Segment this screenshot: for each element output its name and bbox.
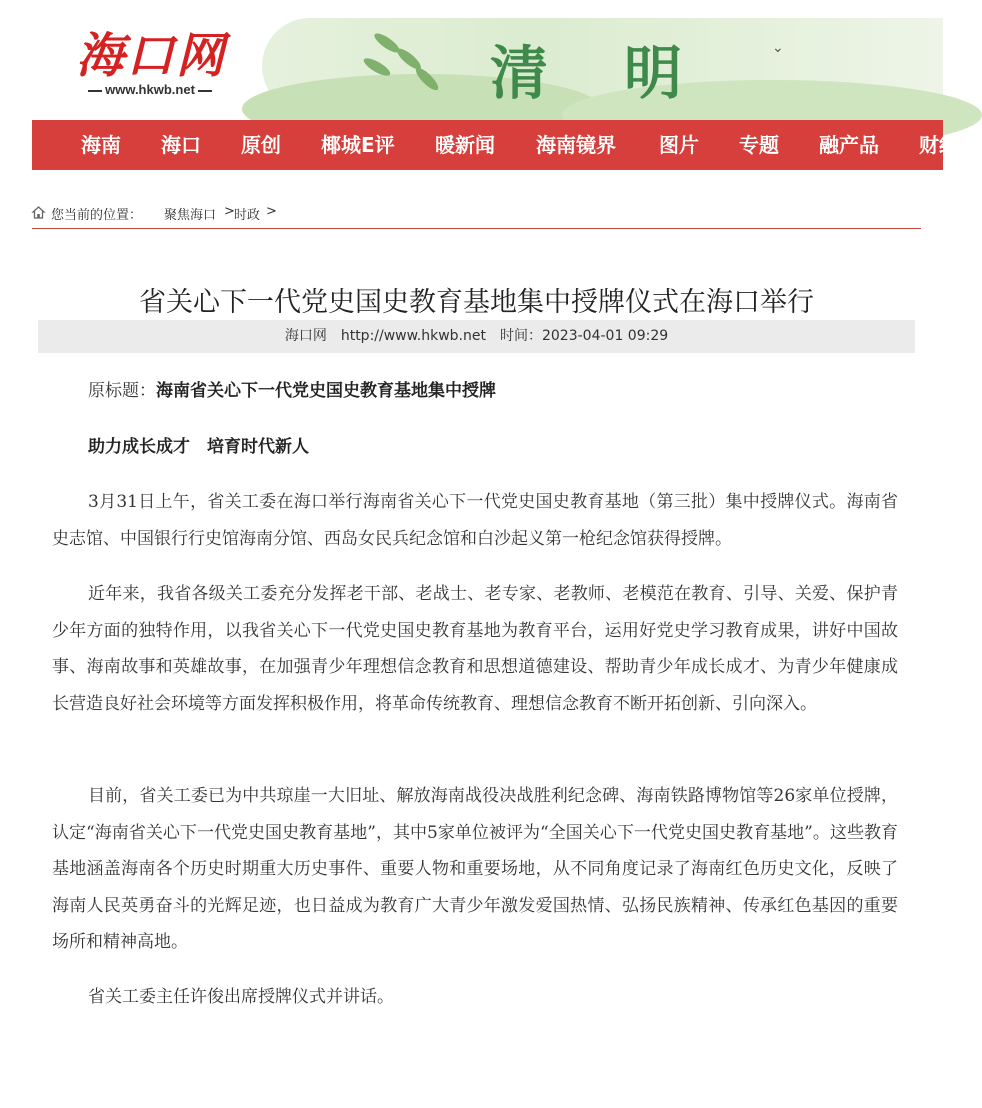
qingming-banner xyxy=(262,18,943,114)
article-time-label: 时间： xyxy=(499,328,542,344)
logo-text: 海口网 xyxy=(76,28,227,84)
nav-item-original[interactable]: 原创 xyxy=(241,133,281,157)
nav-item-hainan-lens[interactable]: 海南镜界 xyxy=(536,133,616,157)
breadcrumb-link-haikou[interactable]: 聚焦海口 xyxy=(164,208,217,223)
original-title-label: 原标题： xyxy=(88,381,156,401)
article-title: 省关心下一代党史国史教育基地集中授牌仪式在海口举行 xyxy=(139,287,814,319)
nav-item-products[interactable]: 融产品 xyxy=(819,133,879,157)
article-source-url[interactable]: http://www.hkwb.net xyxy=(340,328,486,344)
breadcrumb-prefix: 您当前的位置： xyxy=(51,208,143,223)
home-icon xyxy=(32,206,45,219)
article-paragraph: 目前，省关工委已为中共琼崖一大旧址、解放海南战役决战胜利纪念碑、海南铁路博物馆等26家单位授牌，认定“海南省关心下一代党史国史教育基地”，其中5家单位被评为“全国关心下一代党史国史教育基地”。这些教育基地涵盖海南各个历史时期重大历史事件、重要人物和重要场地，从不同角度记录了海南红色历史文化，反映了海南人民英勇奋斗的光辉足迹，也日益成为教育广大青少年激发爱国热情、弘扬民族精神、传承红色基因的重要场所和精神高地。 xyxy=(52,786,898,952)
swallow-icon: ⌄ xyxy=(772,40,784,56)
nav-item-warm-news[interactable]: 暖新闻 xyxy=(435,133,495,157)
banner-title: 清明 xyxy=(490,39,759,107)
article-time: 2023-04-01 09:29 xyxy=(541,328,669,344)
nav-item-finance[interactable]: 财经 xyxy=(919,133,959,157)
article-paragraph: 近年来，我省各级关工委充分发挥老干部、老战士、老专家、老教师、老模范在教育、引导、关爱、保护青少年方面的独特作用，以我省关心下一代党史国史教育基地为教育平台，运用好党史学习教育成果，讲好中国故事、海南故事和英雄故事，在加强青少年理想信念教育和思想道德建设、帮助青少年成长成才、为青少年健康成长营造良好社会环境等方面发挥积极作用，将革命传统教育、理想信念教育不断开拓创新、引向深入。 xyxy=(52,584,898,714)
breadcrumb-link-politics[interactable]: 时政 xyxy=(234,208,261,223)
nav-item-yecheng-comment[interactable]: 椰城E评 xyxy=(321,133,395,157)
site-logo[interactable] xyxy=(70,26,235,102)
article-paragraph: 3月31日上午，省关工委在海口举行海南省关心下一代党史国史教育基地（第三批）集中授牌仪式。海南省史志馆、中国银行行史馆海南分馆、西岛女民兵纪念馆和白沙起义第一枪纪念馆获得授牌。 xyxy=(52,492,898,549)
original-title-line xyxy=(52,373,898,410)
breadcrumb-separator: > xyxy=(266,204,277,219)
breadcrumb-separator: > xyxy=(224,204,235,219)
nav-item-haikou[interactable]: 海口 xyxy=(161,133,201,157)
nav-item-topics[interactable]: 专题 xyxy=(739,133,779,157)
article-meta xyxy=(38,320,915,353)
site-header xyxy=(0,0,943,120)
article-source[interactable]: 海口网 xyxy=(284,328,327,344)
article-subtitle: 助力成长成才 培育时代新人 xyxy=(88,437,309,457)
original-title: 海南省关心下一代党史国史教育基地集中授牌 xyxy=(156,381,496,401)
main-nav xyxy=(32,120,959,170)
breadcrumb xyxy=(32,202,921,229)
logo-url: www.hkwb.net xyxy=(70,82,230,97)
nav-item-hainan[interactable]: 海南 xyxy=(81,133,121,157)
nav-item-photos[interactable]: 图片 xyxy=(659,133,699,157)
article-paragraph: 省关工委主任许俊出席授牌仪式并讲话。 xyxy=(88,987,394,1007)
